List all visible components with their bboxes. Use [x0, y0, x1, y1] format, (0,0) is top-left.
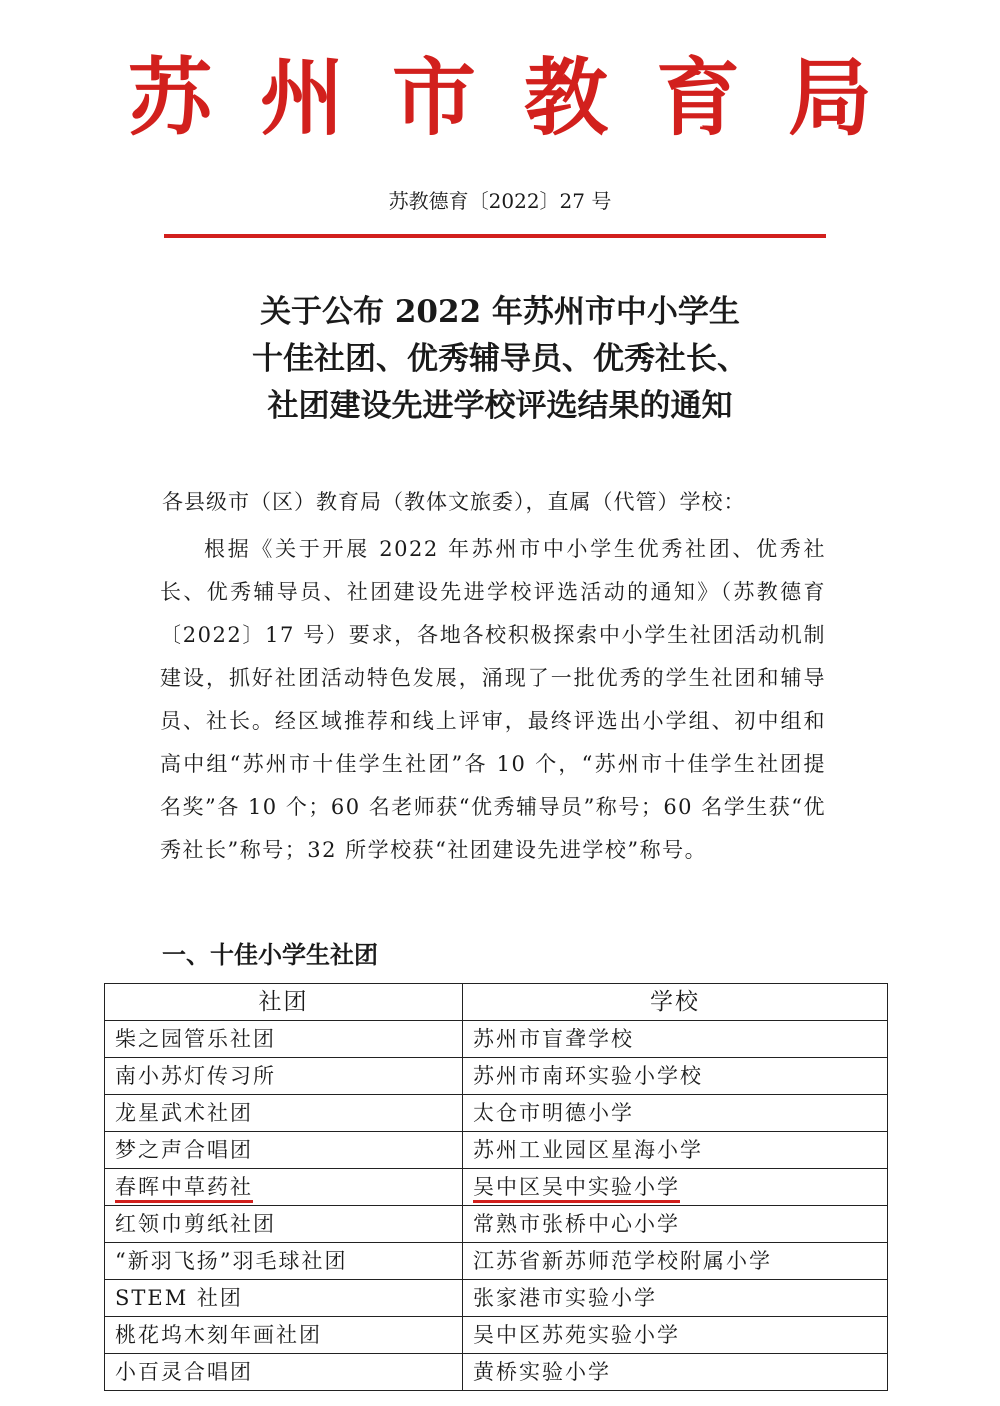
club-name: STEM 社团 [105, 1280, 463, 1317]
school-name: 常熟市张桥中心小学 [463, 1206, 888, 1243]
table-row [105, 1058, 888, 1095]
table-row [105, 1021, 888, 1058]
title-line-1: 关于公布 2022 年苏州市中小学生 [260, 294, 740, 330]
table-row [105, 1280, 888, 1317]
body-paragraph: 根据《关于开展 2022 年苏州市中小学生优秀社团、优秀社长、优秀辅导员、社团建设先进学校评选活动的通知》（苏教德育〔2022〕17 号）要求，各地各校积极探索中小学生社团活动机制建设，抓好社团活动特色发展，涌现了一批优秀的学生社团和辅导员、社长。经区域推荐和线上评审，最终评选出小学组、初中组和高中组“苏州市十佳学生社团”各 10 个，“苏州市十佳学生社团提名奖”各 10 个；60 名老师获“优秀辅导员”称号；60 名学生获“优秀社长”称号；32 所学校获“社团建设先进学校”称号。 [160, 537, 826, 862]
title-line-2: 十佳社团、优秀辅导员、优秀社长、 [252, 341, 748, 377]
club-name: 南小苏灯传习所 [105, 1058, 463, 1095]
table-row [105, 1206, 888, 1243]
document-number: 苏教德育〔2022〕27 号 [388, 189, 612, 213]
school-name: 苏州市盲聋学校 [463, 1021, 888, 1058]
club-name: 龙星武术社团 [105, 1095, 463, 1132]
school-name [463, 1169, 888, 1206]
masthead: 苏州市教育局 [127, 49, 920, 147]
club-name: “新羽飞扬”羽毛球社团 [105, 1243, 463, 1280]
school-name: 黄桥实验小学 [463, 1354, 888, 1391]
club-name: 柴之园管乐社团 [105, 1021, 463, 1058]
school-name: 苏州工业园区星海小学 [463, 1132, 888, 1169]
club-name-underlined: 春晖中草药社 [115, 1175, 253, 1199]
club-name: 小百灵合唱团 [105, 1354, 463, 1391]
column-header-school: 学校 [463, 984, 888, 1021]
school-name: 吴中区苏苑实验小学 [463, 1317, 888, 1354]
club-name [105, 1169, 463, 1206]
club-name: 桃花坞木刻年画社团 [105, 1317, 463, 1354]
club-name: 红领巾剪纸社团 [105, 1206, 463, 1243]
red-divider [164, 234, 826, 238]
salutation: 各县级市（区）教育局（教体文旅委），直属（代管）学校： [162, 490, 746, 514]
school-name: 太仓市明德小学 [463, 1095, 888, 1132]
table-row-highlighted [105, 1169, 888, 1206]
school-name: 苏州市南环实验小学校 [463, 1058, 888, 1095]
table-row [105, 1132, 888, 1169]
school-name-underlined: 吴中区吴中实验小学 [473, 1175, 680, 1199]
table-header-row [105, 984, 888, 1021]
table-row [105, 1354, 888, 1391]
table-row [105, 1095, 888, 1132]
title-line-3: 社团建设先进学校评选结果的通知 [267, 388, 733, 424]
clubs-table [104, 983, 888, 1391]
table-row [105, 1317, 888, 1354]
column-header-club: 社团 [105, 984, 463, 1021]
school-name: 江苏省新苏师范学校附属小学 [463, 1243, 888, 1280]
school-name: 张家港市实验小学 [463, 1280, 888, 1317]
section-heading: 一、十佳小学生社团 [162, 941, 378, 969]
table-row [105, 1243, 888, 1280]
club-name: 梦之声合唱团 [105, 1132, 463, 1169]
